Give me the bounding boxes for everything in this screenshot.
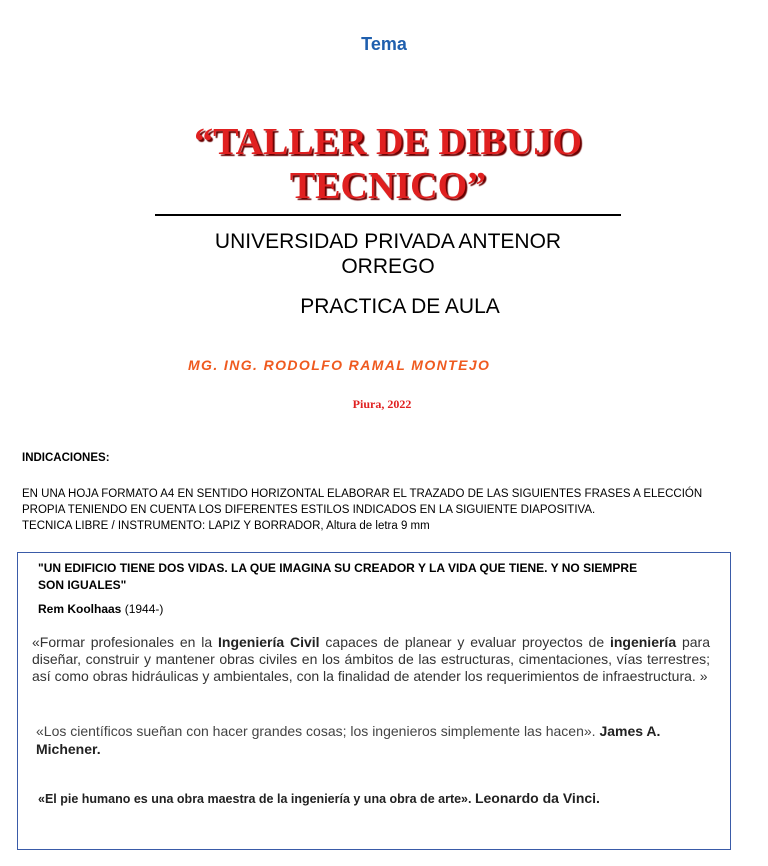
author-name: MG. ING. RODOLFO RAMAL MONTEJO — [188, 357, 491, 373]
da-vinci-text: «El pie humano es una obra maestra de la ingeniería y una obra de arte». — [38, 792, 475, 806]
mission-text-2: capaces de planear y evaluar proyectos de — [319, 634, 610, 650]
university-name-line-2: ORREGO — [341, 255, 435, 278]
place-date: Piura, 2022 — [352, 397, 412, 411]
title-underline — [155, 214, 621, 216]
university-name — [150, 229, 626, 279]
koolhaas-attribution — [38, 602, 163, 616]
instructions-line-2: PROPIA TENIENDO EN CUENTA LOS DIFERENTES ESTILOS INDICADOS EN LA SIGUIENTE DIAPOSITIVA. — [22, 504, 596, 516]
mission-text-1: «Formar profesionales en la — [32, 634, 219, 650]
mission-text-3: para diseñar, construir y mantener obras civiles en los ámbitos de las estructuras, cimentaciones, vías terrestres; así como obras hidráulicas y ambientales, con la finalidad de atender los requerimientos de infraestructura. » — [32, 634, 710, 684]
michener-name: James A. Michener. — [36, 723, 661, 757]
university-name-line-1: UNIVERSIDAD PRIVADA ANTENOR — [214, 230, 562, 253]
da-vinci-name: Leonardo da Vinci. — [474, 790, 600, 806]
koolhaas-quote: "UN EDIFICIO TIENE DOS VIDAS. LA QUE IMAGINA SU CREADOR Y LA VIDA QUE TIENE. Y NO SIEMPRE SON IGUALES" — [38, 561, 638, 592]
koolhaas-years: (1944-) — [121, 602, 164, 616]
main-title-line-1: “TALLER DE DIBUJO — [194, 121, 582, 163]
instructions-line-3: TECNICA LIBRE / INSTRUMENTO: LAPIZ Y BORRADOR, Altura de letra 9 mm — [22, 520, 430, 532]
main-title — [90, 120, 686, 208]
instructions-text — [22, 486, 736, 534]
main-title-line-2: TECNICO” — [289, 165, 487, 207]
michener-text: «Los científicos sueñan con hacer grandes cosas; los ingenieros simplemente las hacen». — [36, 723, 600, 739]
mission-statement — [32, 634, 710, 685]
koolhaas-name: Rem Koolhaas — [38, 602, 122, 616]
instructions-line-1: EN UNA HOJA FORMATO A4 EN SENTIDO HORIZONTAL ELABORAR EL TRAZADO DE LAS SIGUIENTES FRASES A ELECCIÓN — [22, 488, 703, 500]
practice-heading: PRACTICA DE AULA — [300, 295, 500, 318]
mission-bold-2: ingeniería — [609, 634, 677, 650]
mission-bold-1: Ingeniería Civil — [218, 634, 320, 650]
da-vinci-quote — [38, 790, 600, 806]
michener-quote — [36, 722, 712, 758]
instructions-heading: INDICACIONES: — [22, 452, 110, 464]
topic-label: Tema — [361, 34, 407, 54]
